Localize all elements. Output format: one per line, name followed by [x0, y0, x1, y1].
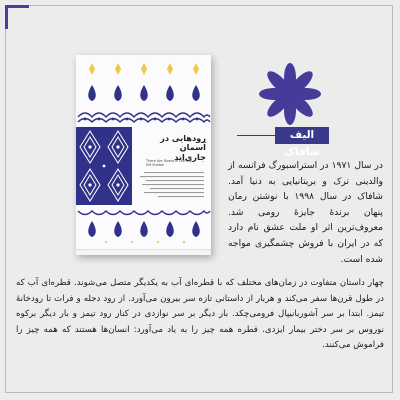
- book-author-en: Elif Shafak: [146, 163, 164, 168]
- cover-ornament: [76, 127, 132, 205]
- cover-blurb-lines: [136, 170, 206, 200]
- author-name-badge: الیف شافاک: [275, 127, 329, 144]
- asterisk-flower-icon: [258, 62, 322, 126]
- book-title: رودهایی در آسمان جاری‌اند: [160, 133, 206, 162]
- cover-top-pattern: [76, 55, 211, 127]
- corner-accent: [5, 5, 29, 29]
- book-title-en-line: There Are Rivers in the Sky: [146, 159, 193, 163]
- cover-footer: [76, 249, 211, 255]
- book-title-en: [146, 159, 206, 168]
- book-cover: [76, 55, 211, 255]
- author-bio: در سال ۱۹۷۱ در استراسبورگ فرانسه از والدینی ترک و بریتانیایی به دنیا آمد. شافاک در سال ۱۹۹۸ با نوشتن رمان پنهان برندهٔ جایزهٔ رومی شد. معروف‌ترین اثر او ملت عشق نام دارد که در ایران با فروش چشمگیری مواجه شده است.: [228, 160, 384, 265]
- author-underline: [237, 135, 275, 136]
- book-description: چهار داستان متفاوت در زمان‌های مختلف که با قطره‌ای آب به یکدیگر متصل می‌شوند. قطره‌ای آب که در طول قرن‌ها سفر می‌کند و هربار از داستانی تازه سر بیرون می‌آورد. از رود دجله و فرات تا رودخانهٔ تیمز. ابتدا بر سر آشوربانیپال فرومی‌چکد. بار دیگر بر سر نوازدی در کنار رود تیمز و بار دیگر برکوه نوروس بر سر دختر بیمار ایزدی. قطره همه چیز را به یاد می‌آورد: انسان‌ها هستند که همه چیز را فراموش می‌کنند.: [16, 278, 384, 351]
- cover-bottom-pattern: [76, 205, 211, 249]
